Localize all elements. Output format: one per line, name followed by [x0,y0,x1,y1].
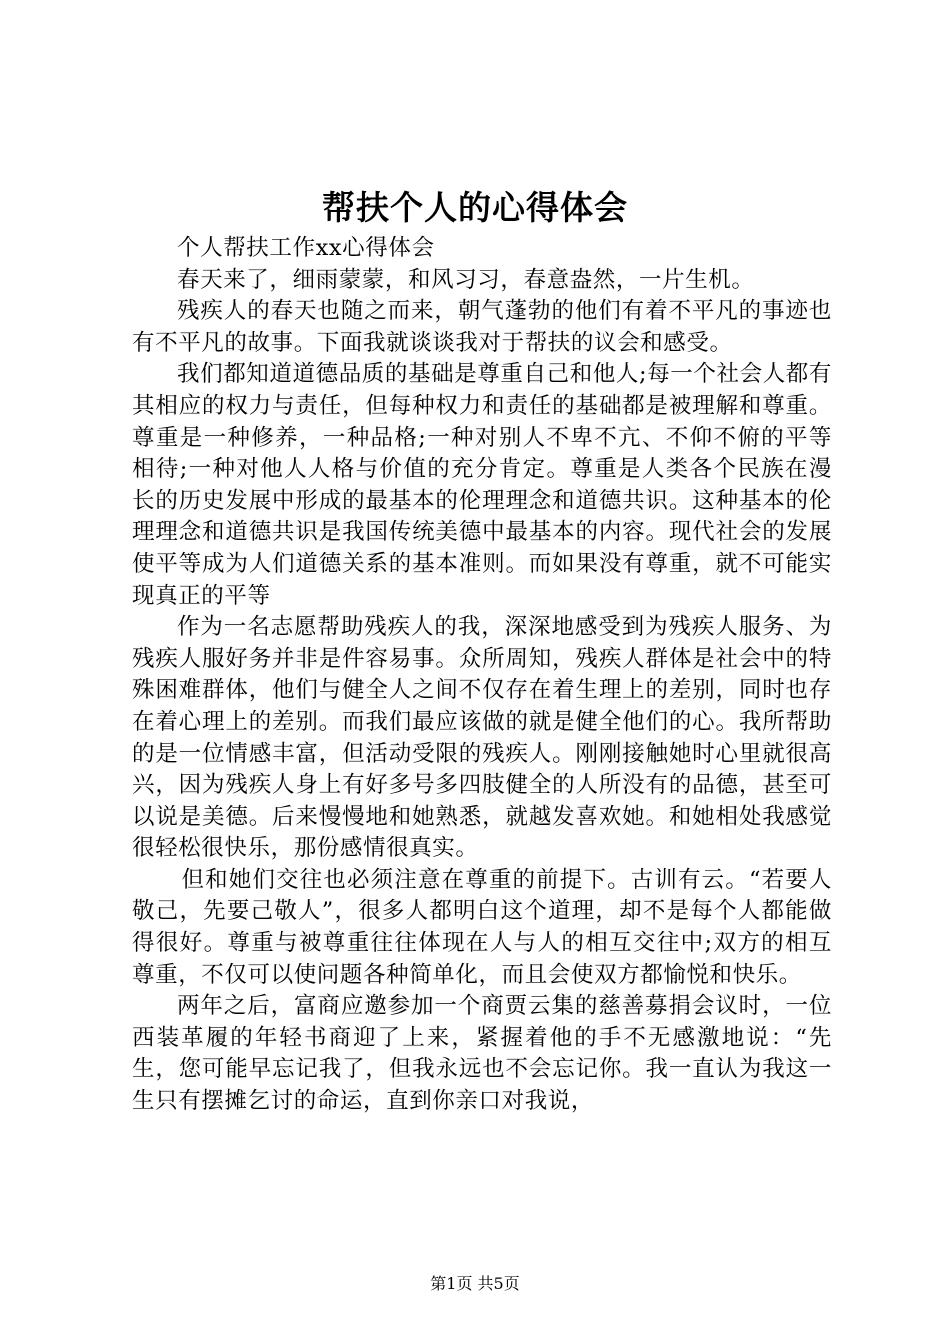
paragraph: 作为一名志愿帮助残疾人的我，深深地感受到为残疾人服务、为残疾人服好务并非是件容易事。众所周知，残疾人群体是社会中的特殊困难群体，他们与健全人之间不仅存在着生理上的差别，同时也存在着心理上的差别。而我们最应该做的就是健全他们的心。我所帮助的是一位情感丰富，但活动受限的残疾人。刚刚接触她时心里就很高兴，因为残疾人身上有好多号多四肢健全的人所没有的品德，甚至可以说是美德。后来慢慢地和她熟悉，就越发喜欢她。和她相处我感觉很轻松很快乐，那份感情很真实。 [132,614,832,862]
paragraph: 残疾人的春天也随之而来，朝气蓬勃的他们有着不平凡的事迹也有不平凡的故事。下面我就谈谈我对于帮扶的议会和感受。 [132,298,832,356]
paragraph: 但和她们交往也必须注意在尊重的前提下。古训有云。“若要人敬己，先要己敬人”，很多人都明白这个道理，却不是每个人都能做得很好。尊重与被尊重往往体现在人与人的相互交往中;双方的相互尊重，不仅可以使问题各种简单化，而且会使双方都愉悦和快乐。 [132,866,832,988]
paragraph: 我们都知道道德品质的基础是尊重自己和他人;每一个社会人都有其相应的权力与责任，但每种权力和责任的基础都是被理解和尊重。尊重是一种修养，一种品格;一种对别人不卑不亢、不仰不俯的平等相待;一种对他人人格与价值的充分肯定。尊重是人类各个民族在漫长的历史发展中形成的最基本的伦理理念和道德共识。这种基本的伦理理念和道德共识是我国传统美德中最基本的内容。现代社会的发展使平等成为人们道德关系的基本准则。而如果没有尊重，就不可能实现真正的平等 [132,361,832,609]
paragraph: 春天来了，细雨蒙蒙，和风习习，春意盎然，一片生机。 [177,266,755,293]
document-title: 帮扶个人的心得体会 [322,188,628,227]
paragraph: 两年之后，富商应邀参加一个商贾云集的慈善募捐会议时，一位西装革履的年轻书商迎了上来，紧握着他的手不无感激地说：“先生，您可能早忘记我了，但我永远也不会忘记你。我一直认为我这一生只有摆摊乞讨的命运，直到你亲口对我说， [132,993,832,1115]
paragraph-subtitle: 个人帮扶工作xx心得体会 [177,235,435,261]
page-number-footer: 第1页 共5页 [430,1274,520,1293]
document-body [132,233,832,1118]
